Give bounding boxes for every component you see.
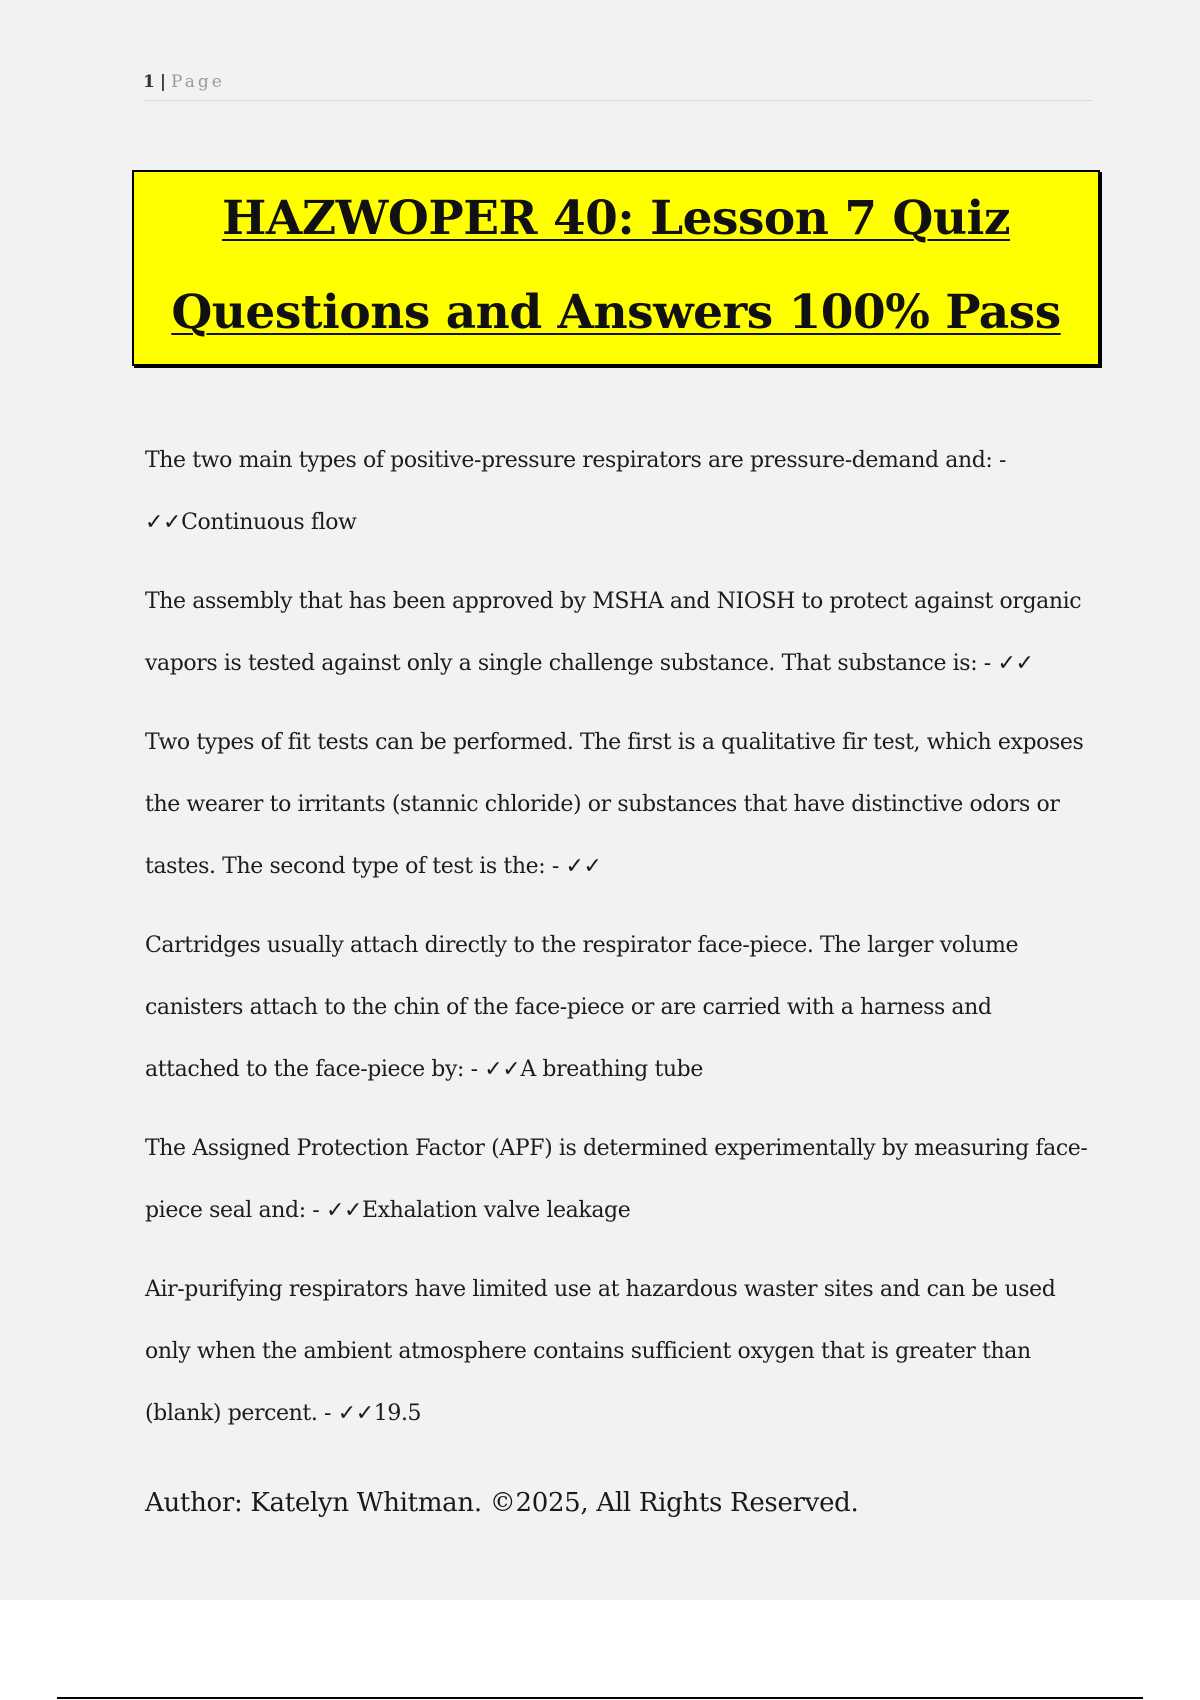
title-box — [132, 170, 1100, 366]
title-line-1: HAZWOPER 40: Lesson 7 Quiz — [221, 191, 1011, 246]
author-line: Author: Katelyn Whitman. ©2025, All Rights Reserved. — [145, 1488, 859, 1518]
qa-item — [145, 712, 1090, 898]
qa-item — [145, 1118, 1090, 1242]
question-text: Two types of fit tests can be performed. The first is a qualitative fir test, which exposes the wearer to irritants (stannic chloride) or substances that have distinctive odors or tastes. The second type of test is the: - — [145, 730, 1084, 879]
page-header — [143, 72, 1092, 101]
qa-list — [145, 430, 1090, 1462]
answer-text: ✓✓A breathing tube — [484, 1057, 703, 1082]
qa-item — [145, 915, 1090, 1101]
answer-text: ✓✓ — [997, 651, 1034, 676]
question-text: The Assigned Protection Factor (APF) is determined experimentally by measuring face-piece seal and: - — [145, 1136, 1088, 1223]
answer-text: ✓✓Exhalation valve leakage — [325, 1198, 631, 1223]
page-label: Page — [171, 72, 225, 92]
page-number: 1 — [143, 72, 156, 92]
bottom-rule — [57, 1697, 1143, 1699]
question-text: Air-purifying respirators have limited use at hazardous waster sites and can be used only when the ambient atmosphere contains sufficient oxygen that is greater than (blank) percent. - — [145, 1277, 1056, 1426]
question-text: Cartridges usually attach directly to the respirator face-piece. The larger volume canisters attach to the chin of the face-piece or are carried with a harness and attached to the face-piece by: - — [145, 933, 1019, 1082]
qa-item — [145, 1259, 1090, 1445]
question-text: The assembly that has been approved by MSHA and NIOSH to protect against organic vapors is tested against only a single challenge substance. That substance is: - — [145, 589, 1082, 676]
page-header-separator: | — [159, 72, 168, 92]
answer-text: ✓✓Continuous flow — [145, 510, 357, 535]
question-text: The two main types of positive-pressure respirators are pressure-demand and: - — [145, 448, 1007, 473]
answer-text: ✓✓ — [565, 854, 602, 879]
title-line-2: Questions and Answers 100% Pass — [171, 285, 1061, 340]
answer-text: ✓✓19.5 — [337, 1401, 422, 1426]
qa-item — [145, 571, 1090, 695]
qa-item — [145, 430, 1090, 554]
